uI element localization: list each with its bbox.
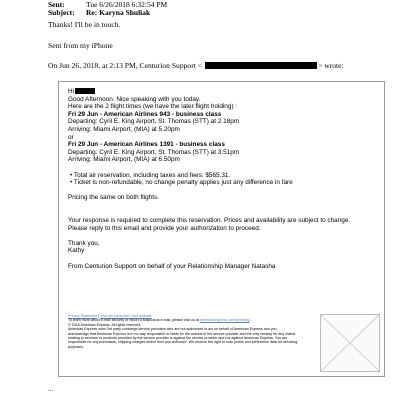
quoted-header-suffix: > wrote: — [318, 61, 344, 70]
or-line: or — [68, 133, 74, 141]
broken-image-icon — [321, 315, 379, 371]
reply-sent-from: Sent from my iPhone — [48, 41, 113, 50]
message-body — [68, 88, 374, 270]
quoted-header-prefix: On Jun 26, 2018, at 2:13 PM, Centurion Support < — [48, 61, 203, 70]
footer-copyright: © 2018 American Express. All rights reserved. — [68, 322, 142, 327]
redacted-email — [205, 62, 317, 69]
visit-centurion-link[interactable]: Visit the Centurion Card website — [100, 314, 152, 318]
signature-line: Kathy — [68, 247, 85, 255]
image-placeholder — [320, 314, 380, 372]
quoted-header — [48, 61, 344, 70]
flight-1-departing: Departing: Cyril E. King Airport, St. Thomas (STT) at 2.18pm — [68, 118, 240, 126]
bullet-ticket: • Ticket is non-refundable, no change penalty applies just any difference in fare — [70, 179, 293, 187]
subject-row — [48, 8, 150, 17]
greeting-line — [68, 88, 374, 96]
trailing-ellipsis: ... — [48, 385, 54, 393]
thank-you-line: Thank you, — [68, 239, 100, 247]
report-prefix: To learn more about e-mail security or report a suspicious e-mail, please visit us at — [68, 318, 200, 323]
flight-2-arriving: Arriving: Miami Airport, (MIA) at 6.50pm — [68, 156, 180, 164]
message-footer — [68, 314, 298, 349]
redacted-name — [75, 88, 95, 94]
pricing-line: Pricing the same on both flights. — [68, 194, 159, 202]
sent-value: Tue 6/26/2018 6:32:54 PM — [86, 0, 168, 9]
bullet-total: • Total air reservation, including taxes and fees: $565.31. — [70, 171, 231, 179]
phishing-link[interactable]: americanexpress.com/phishing — [199, 318, 250, 323]
subject-label: Subject: — [48, 8, 75, 17]
sent-label: Sent: — [48, 0, 65, 9]
flight-2-title: Fri 29 Jun - American Airlines 1391 - business class — [68, 141, 225, 149]
footer-disclaimer: American Express uses 3rd party concierge service providers who are not authorized to act on behalf of American Express and you acknowledge that American Express is in no way responsible or liable for the actions of the service provider and the only remedy for any claims relating to services or products provided by the service provider is against the service provider and not against American Express. You are responsible for any purchases, shipping charges and/or fees you authorize. We reserve the right to note profile and preference data for servicing purposes. — [68, 327, 298, 349]
flight-1-arriving: Arriving: Miami Airport, (MIA) at 5.20pm — [68, 125, 180, 133]
subject-value: Re: Karyna Shuliak — [86, 8, 151, 17]
privacy-link[interactable]: Privacy Statement — [68, 314, 98, 318]
reply-thanks: Thanks! I'll be in touch. — [48, 20, 121, 29]
report-suffix: . — [249, 318, 251, 323]
message-line: Good Afternoon. Nice speaking with you today. — [68, 95, 201, 103]
greeting: Hi — [68, 88, 75, 95]
response-line: Your response is required to complete this reservation. Prices and availability are subject to change. — [68, 217, 351, 225]
quoted-message-box — [58, 81, 385, 377]
reply-note-line: Please reply to this email and provide your authorization to proceed. — [68, 224, 261, 232]
flight-1-title: Fri 29 Jun - American Airlines 943 - business class — [68, 110, 222, 118]
flight-2-departing: Departing: Cyril E. King Airport, St. Thomas (STT) at 3.51pm — [68, 148, 240, 156]
footer-separator: | — [97, 314, 101, 318]
from-line: From Centurion Support on behalf of your Relationship Manager Natasha — [68, 262, 276, 270]
message-line: Here are the 2 flight times (we have the later flight holding) : — [68, 103, 238, 111]
